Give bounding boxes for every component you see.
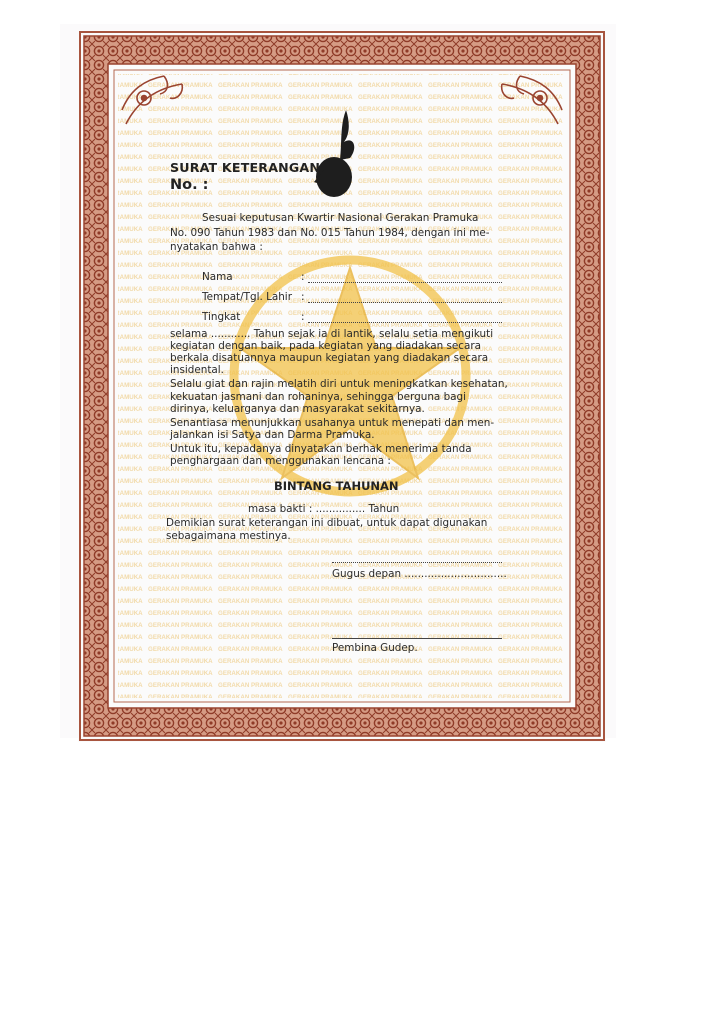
body-line: Selalu giat dan rajin melatih diri untuk meningkatkan kesehatan, — [170, 378, 508, 390]
body-line: kegiatan dengan baik, pada kegiatan yang diadakan secara — [170, 340, 481, 352]
body-line: penghargaan dan menggunakan lencana : — [170, 455, 391, 467]
field-line-level[interactable] — [308, 322, 502, 323]
body-line: selama ............ Tahun sejak ia di lantik, selalu setia mengikuti — [170, 328, 494, 340]
body-line: Senantiasa menunjukkan usahanya untuk menepati dan men- — [170, 417, 495, 429]
body-line: kekuatan jasmani dan rohaninya, sehingga berguna bagi — [170, 391, 467, 403]
date-place-line[interactable] — [332, 562, 502, 563]
scanned-page — [60, 24, 616, 738]
field-sep-name: : — [301, 271, 305, 283]
unit-label: Gugus depan ............................... — [332, 568, 507, 580]
field-line-name[interactable] — [308, 282, 502, 283]
field-label-name: Nama — [202, 271, 233, 283]
signature-line[interactable] — [332, 638, 502, 639]
certificate — [78, 30, 606, 742]
intro-line-3: nyatakan bahwa : — [170, 241, 263, 253]
field-sep-level: : — [301, 311, 305, 323]
closing-line-1: Demikian surat keterangan ini dibuat, untuk dapat digunakan — [166, 517, 488, 529]
field-label-level: Tingkat — [202, 311, 241, 323]
field-line-birth[interactable] — [308, 302, 502, 303]
body-line: jalankan isi Satya dan Darma Pramuka. — [170, 429, 375, 441]
field-label-birth: Tempat/Tgl. Lahir — [202, 291, 292, 303]
body-line: insidental. — [170, 364, 224, 376]
service-period: masa bakti : ............... Tahun — [248, 503, 400, 515]
signatory-label: Pembina Gudep. — [332, 642, 418, 654]
certificate-title: SURAT KETERANGAN — [170, 160, 321, 175]
closing-line-2: sebagaimana mestinya. — [166, 530, 291, 542]
certificate-number-label: No. : — [170, 177, 209, 193]
body-line: dirinya, keluarganya dan masyarakat sekitarnya. — [170, 403, 425, 415]
body-line: berkala disatuannya maupun kegiatan yang diadakan secara — [170, 352, 489, 364]
intro-line-1: Sesuai keputusan Kwartir Nasional Gerakan Pramuka — [202, 212, 479, 224]
body-line: Untuk itu, kepadanya dinyatakan berhak menerima tanda — [170, 443, 472, 455]
intro-line-2: No. 090 Tahun 1983 dan No. 015 Tahun 1984, dengan ini me- — [170, 227, 490, 239]
field-sep-birth: : — [301, 291, 305, 303]
award-title: BINTANG TAHUNAN — [274, 479, 399, 493]
